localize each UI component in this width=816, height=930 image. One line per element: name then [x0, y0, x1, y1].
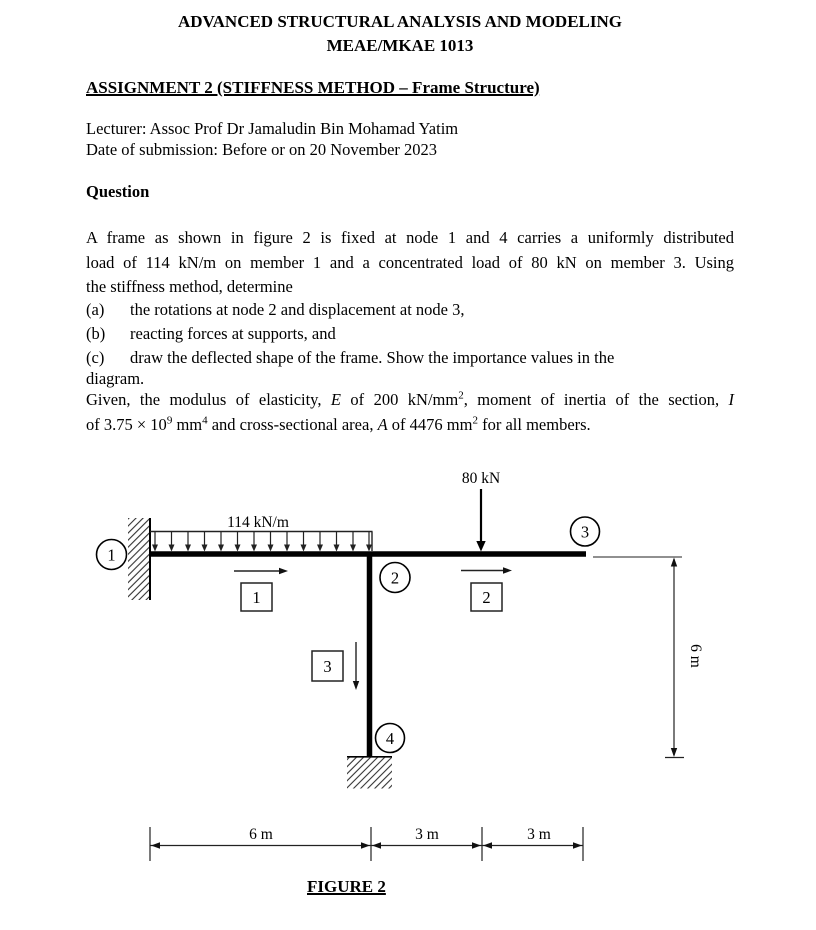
fixed-support-node4 [347, 757, 392, 789]
course-code: MEAE/MKAE 1013 [326, 36, 474, 55]
given2-part2: mm [172, 415, 203, 434]
question-text-line2: load of 114 kN/m on member 1 and a concentrated load of 80 kN on member 3. Using [86, 252, 734, 272]
figure-caption: FIGURE 2 [307, 877, 386, 896]
item-c-continuation: diagram. [86, 369, 145, 388]
member2-direction-arrow [461, 567, 512, 573]
given1-part2: of 200 kN/mm [341, 390, 459, 409]
node4-marker [376, 724, 405, 753]
given2-sup3: 2 [472, 414, 478, 427]
span-dimension-chain [150, 826, 583, 861]
item-b-label: (b) [86, 324, 106, 343]
height-dimension [593, 557, 704, 758]
question-item-a [86, 299, 734, 321]
fixed-support-node1 [128, 518, 150, 600]
given2-sup2: 4 [202, 414, 208, 427]
item-a-text: the rotations at node 2 and displacement at node 3, [130, 300, 465, 319]
item-c-text: draw the deflected shape of the frame. Show the importance values in the [130, 348, 615, 367]
lecturer-line: Lecturer: Assoc Prof Dr Jamaludin Bin Mohamad Yatim [86, 119, 459, 138]
member1-label: 1 [252, 588, 261, 607]
span2-dimension-label: 3 m [415, 826, 439, 843]
given1-part1: Given, the modulus of elasticity, [86, 390, 331, 409]
member2-label: 2 [482, 588, 491, 607]
question-item-c [86, 347, 734, 369]
question-item-b [86, 323, 734, 345]
given1-part3: , moment of inertia of the section, [463, 390, 729, 409]
point-load-arrow [476, 489, 485, 552]
node3-marker [571, 517, 600, 546]
node2-marker [380, 563, 410, 593]
udl-value-label: 114 kN/m [227, 514, 289, 531]
node4-label: 4 [385, 729, 395, 748]
span3-dimension-label: 3 m [527, 826, 551, 843]
question-heading: Question [86, 182, 150, 201]
distributed-load [150, 532, 373, 552]
symbol-E: E [330, 390, 342, 409]
given2-part3: and cross-sectional area, [207, 415, 378, 434]
member3-label: 3 [323, 657, 332, 676]
given-line1 [86, 389, 734, 411]
given-line2 [86, 414, 734, 436]
given2-sup1: 9 [166, 414, 173, 427]
assignment-heading: ASSIGNMENT 2 (STIFFNESS METHOD – Frame Structure) [86, 78, 540, 97]
member1-direction-arrow [234, 568, 288, 574]
course-title: ADVANCED STRUCTURAL ANALYSIS AND MODELING [178, 12, 622, 31]
symbol-A: A [377, 415, 388, 434]
node2-label: 2 [390, 568, 400, 588]
node1-label: 1 [107, 545, 116, 565]
given2-part4: of 4476 mm [387, 415, 473, 434]
node3-label: 3 [580, 522, 590, 542]
member2-box [471, 583, 502, 611]
member1-box [241, 583, 272, 611]
height-dimension-label: 6 m [687, 644, 704, 668]
item-b-text: reacting forces at supports, and [130, 324, 336, 343]
given2-part1: of 3.75 × 10 [86, 415, 167, 434]
member3-box [312, 651, 343, 681]
symbol-I: I [728, 390, 735, 409]
given1-sup1: 2 [458, 389, 464, 402]
question-text-line3: the stiffness method, determine [86, 277, 293, 296]
question-text-line1: A frame as shown in figure 2 is fixed at node 1 and 4 carries a uniformly distributed [86, 228, 734, 247]
item-a-label: (a) [86, 300, 105, 319]
point-load-value-label: 80 kN [461, 470, 501, 487]
node1-marker [97, 540, 127, 570]
given2-part5: for all members. [477, 415, 591, 434]
submission-date-line: Date of submission: Before or on 20 November 2023 [86, 140, 438, 159]
span1-dimension-label: 6 m [249, 826, 273, 843]
item-c-label: (c) [86, 348, 105, 367]
member3-direction-arrow [353, 642, 359, 690]
